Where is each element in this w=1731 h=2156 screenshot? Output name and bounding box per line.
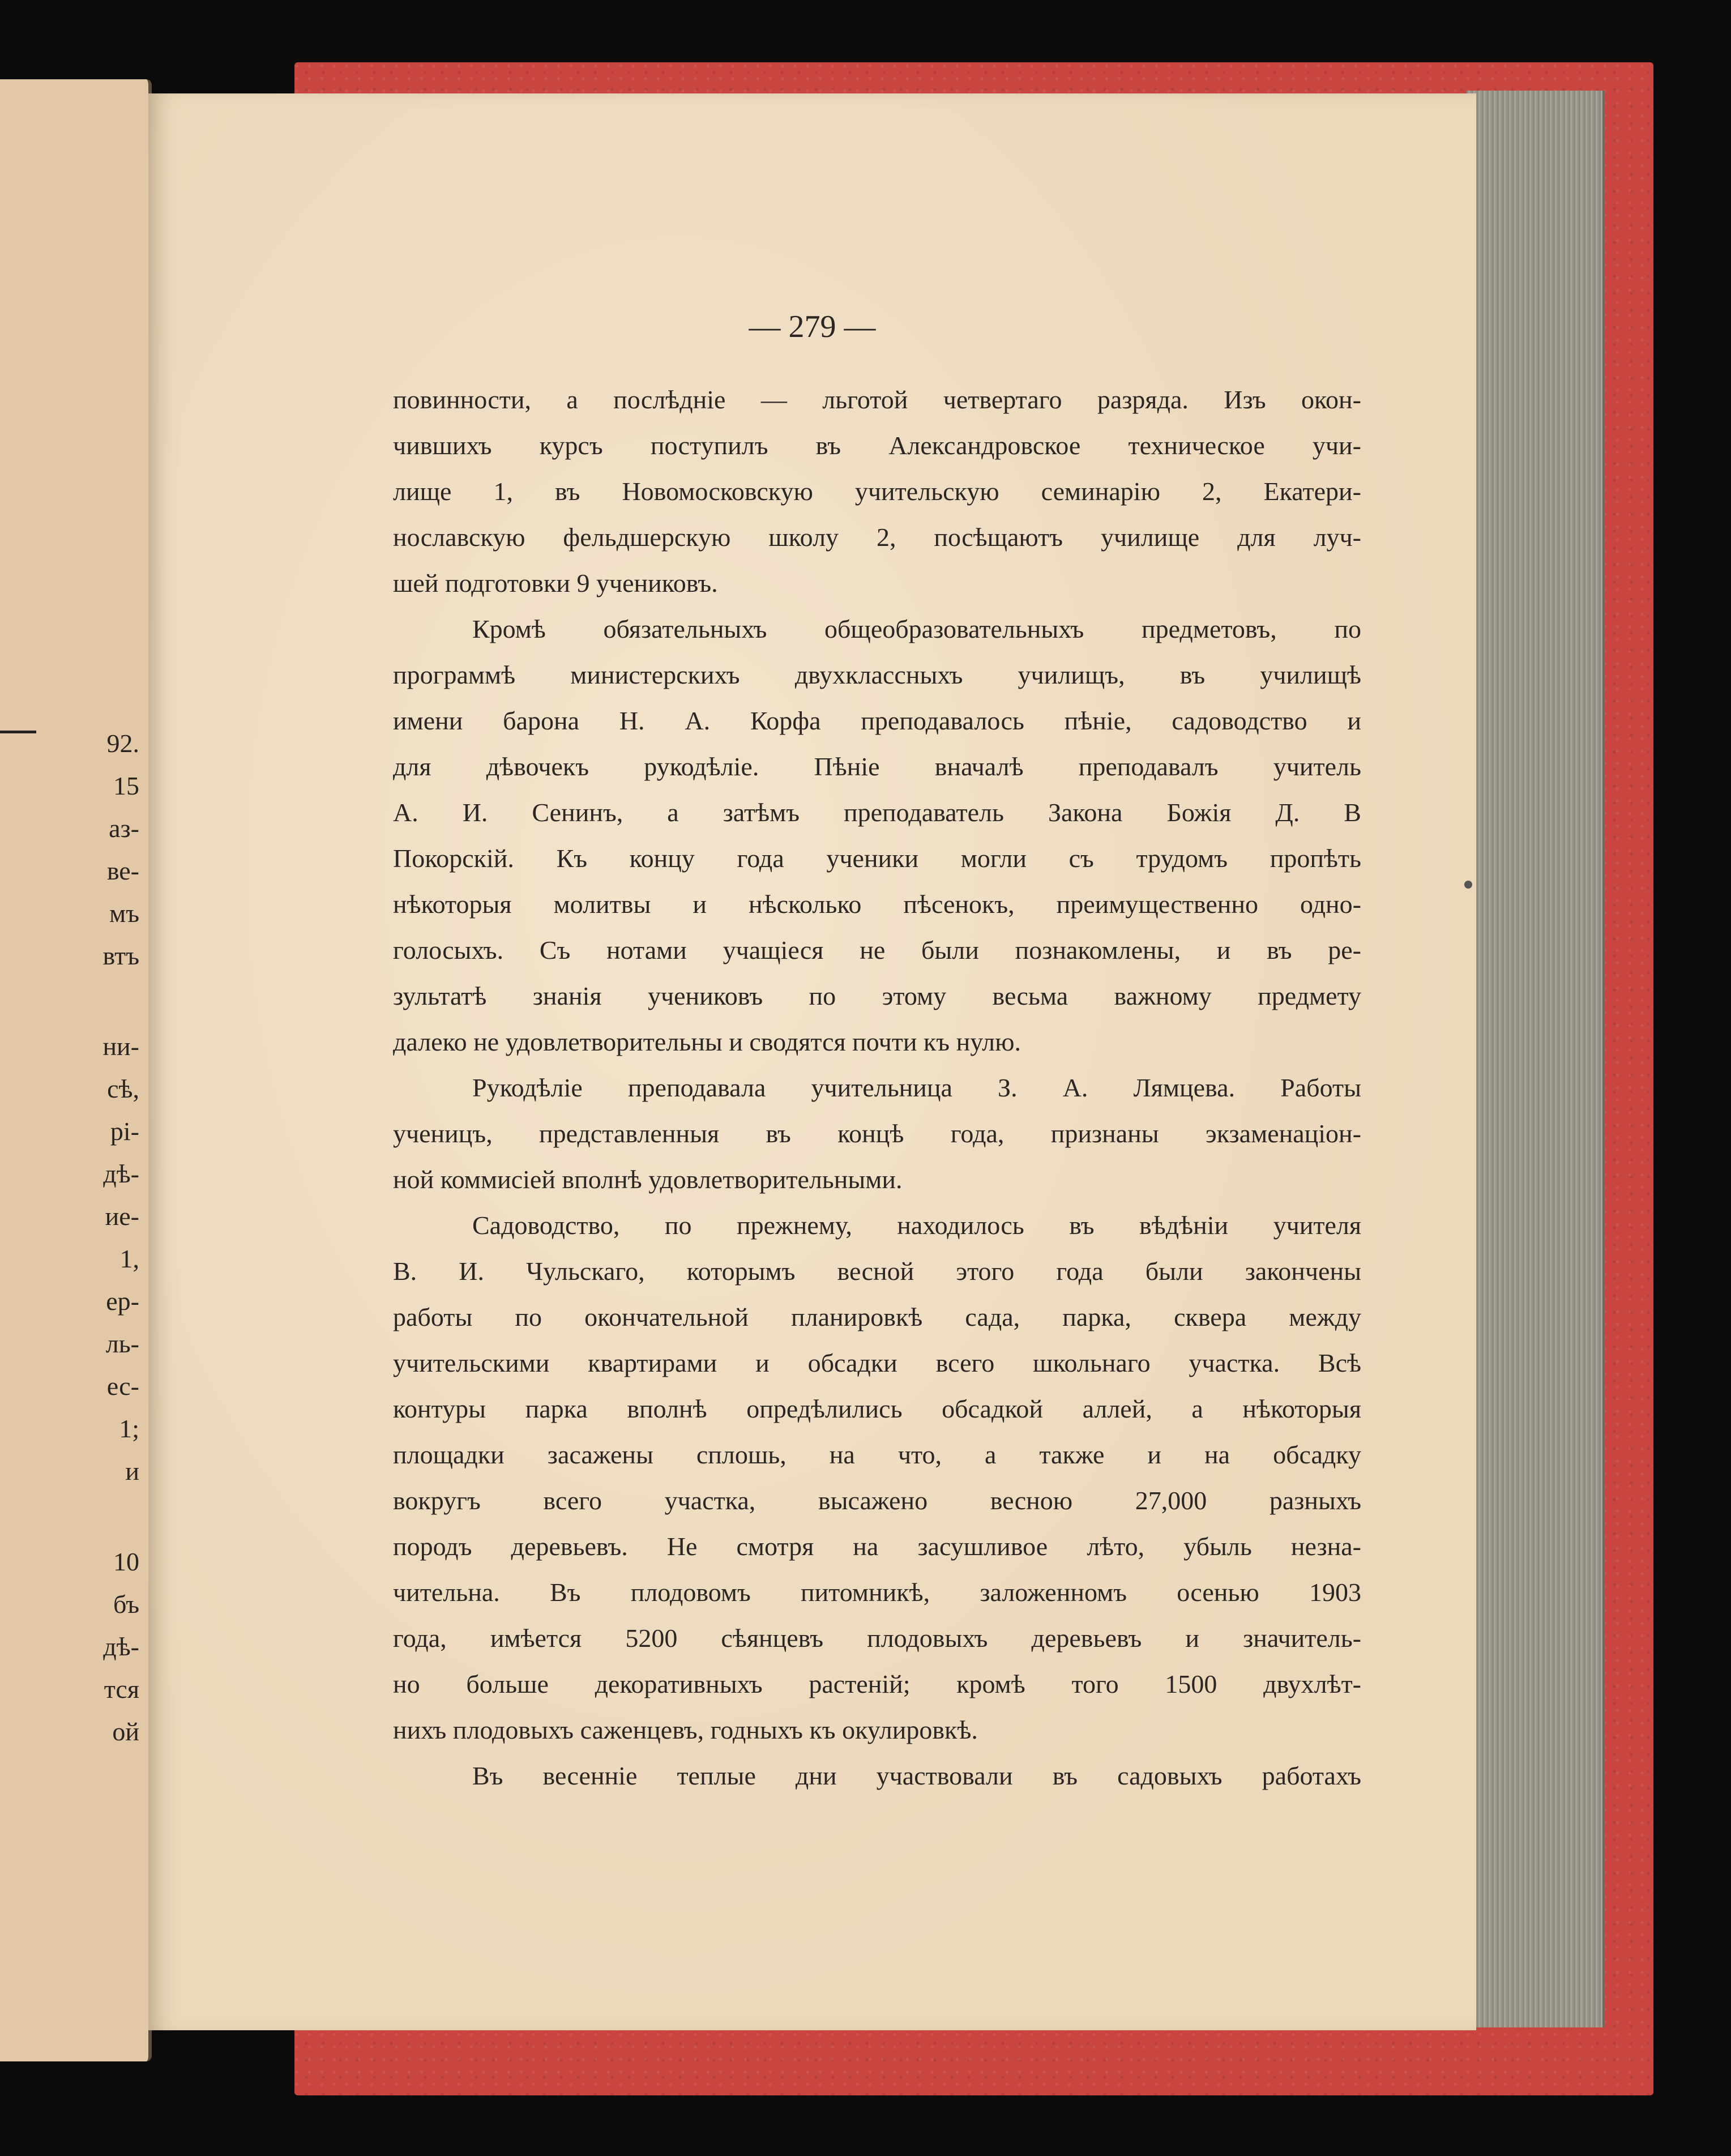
paragraph xyxy=(393,1065,1361,1202)
left-page-fragment: 10 xyxy=(113,1547,139,1576)
text-line: Въ весенніе теплые дни участвовали въ садовыхъ работахъ xyxy=(472,1761,1361,1790)
page-number: — 279 — xyxy=(749,309,876,344)
text-line: для дѣвочекъ рукодѣліе. Пѣніе вначалѣ преподавалъ учитель xyxy=(393,752,1361,781)
left-page-fragment: рі- xyxy=(110,1117,139,1146)
text-line: площадки засажены сплошь, на что, а также и на обсадку xyxy=(393,1440,1361,1469)
left-page-fragment: ль- xyxy=(105,1329,139,1358)
text-line: имени барона Н. А. Корфа преподавалось пѣніе, садоводство и xyxy=(393,706,1361,735)
paragraph xyxy=(393,1753,1361,1799)
page-block-edge xyxy=(1467,91,1605,2027)
text-line: Покорскій. Къ концу года ученики могли съ трудомъ пропѣть xyxy=(393,844,1361,873)
text-line: нѣкоторыя молитвы и нѣсколько пѣсенокъ, преимущественно одно- xyxy=(393,890,1361,919)
left-page-fragment: 1, xyxy=(119,1244,139,1273)
left-page-fragment: мъ xyxy=(109,899,139,928)
paragraph xyxy=(393,606,1361,1065)
left-page xyxy=(0,79,152,2061)
left-page-fragment: 1; xyxy=(119,1414,139,1443)
text-line: вокругъ всего участка, высажено весною 27,000 разныхъ xyxy=(393,1486,1361,1515)
left-page-fragment: аз- xyxy=(109,814,139,843)
left-page-fragment: тся xyxy=(104,1675,139,1704)
text-line: чившихъ курсъ поступилъ въ Александровское техническое учи- xyxy=(393,431,1361,460)
text-line: нославскую фельдшерскую школу 2, посѣщаютъ училище для луч- xyxy=(393,523,1361,552)
left-page-fragment: 92. xyxy=(106,729,139,758)
text-line: нихъ плодовыхъ саженцевъ, годныхъ къ окулировкѣ. xyxy=(393,1715,978,1744)
text-line: повинности, а послѣдніе — льготой четвертаго разряда. Изъ окон- xyxy=(393,385,1361,414)
left-page-fragment: бъ xyxy=(113,1590,139,1619)
text-line: В. И. Чульскаго, которымъ весной этого года были закончены xyxy=(393,1257,1361,1286)
text-line: года, имѣется 5200 сѣянцевъ плодовыхъ деревьевъ и значитель- xyxy=(393,1624,1361,1653)
text-line: шей подготовки 9 учениковъ. xyxy=(393,569,718,597)
left-page-fragment: ер- xyxy=(106,1287,139,1316)
left-page-fragment: ой xyxy=(112,1717,139,1746)
text-line: лище 1, въ Новомосковскую учительскую семинарію 2, Екатери- xyxy=(393,477,1361,506)
text-line: А. И. Сенинъ, а затѣмъ преподаватель Закона Божія Д. В xyxy=(393,798,1361,827)
text-line: Кромѣ обязательныхъ общеобразовательныхъ предметовъ, по xyxy=(472,614,1361,643)
text-line: программѣ министерскихъ двухклассныхъ училищъ, въ училищѣ xyxy=(393,660,1361,689)
text-line: ной коммисіей вполнѣ удовлетворительными. xyxy=(393,1165,903,1194)
text-line: контуры парка вполнѣ опредѣлились обсадкой аллей, а нѣкоторыя xyxy=(393,1394,1361,1423)
left-page-fragment: 15 xyxy=(113,771,139,800)
text-line: породъ деревьевъ. Не смотря на засушливое лѣто, убыль незна- xyxy=(393,1532,1361,1561)
text-line: учительскими квартирами и обсадки всего школьнаго участка. Всѣ xyxy=(393,1348,1361,1377)
paragraph xyxy=(393,1202,1361,1753)
text-line: чительна. Въ плодовомъ питомникѣ, заложенномъ осенью 1903 xyxy=(393,1578,1361,1607)
paragraph xyxy=(393,377,1361,606)
left-page-fragment: сѣ, xyxy=(107,1074,139,1103)
left-page-fragment: ве- xyxy=(106,856,139,885)
left-page-fragment: втъ xyxy=(102,941,139,970)
text-line: Садоводство, по прежнему, находилось въ вѣдѣніи учителя xyxy=(472,1211,1361,1240)
text-line: зультатѣ знанія учениковъ по этому весьма важному предмету xyxy=(393,981,1361,1010)
left-page-rule xyxy=(0,731,36,733)
ink-spot xyxy=(1464,881,1472,889)
left-page-fragment: ие- xyxy=(105,1202,139,1231)
main-page xyxy=(148,93,1476,2030)
left-page-fragment: ес- xyxy=(106,1372,139,1401)
left-page-fragment: дѣ- xyxy=(103,1632,139,1661)
left-page-fragment: дѣ- xyxy=(103,1159,139,1188)
text-line: работы по окончательной планировкѣ сада, парка, сквера между xyxy=(393,1303,1361,1331)
text-line: Рукодѣліе преподавала учительница З. А. Лямцева. Работы xyxy=(472,1073,1361,1102)
text-line: голосыхъ. Съ нотами учащіеся не были познакомлены, и въ ре- xyxy=(393,936,1361,964)
text-line: ученицъ, представленныя въ концѣ года, признаны экзаменаціон- xyxy=(393,1119,1361,1148)
left-page-fragment: ни- xyxy=(102,1032,139,1061)
body-text xyxy=(393,377,1361,1799)
text-line: далеко не удовлетворительны и сводятся почти къ нулю. xyxy=(393,1027,1021,1056)
text-line: но больше декоративныхъ растеній; кромѣ того 1500 двухлѣт- xyxy=(393,1670,1361,1698)
left-page-fragment: и xyxy=(125,1457,139,1485)
